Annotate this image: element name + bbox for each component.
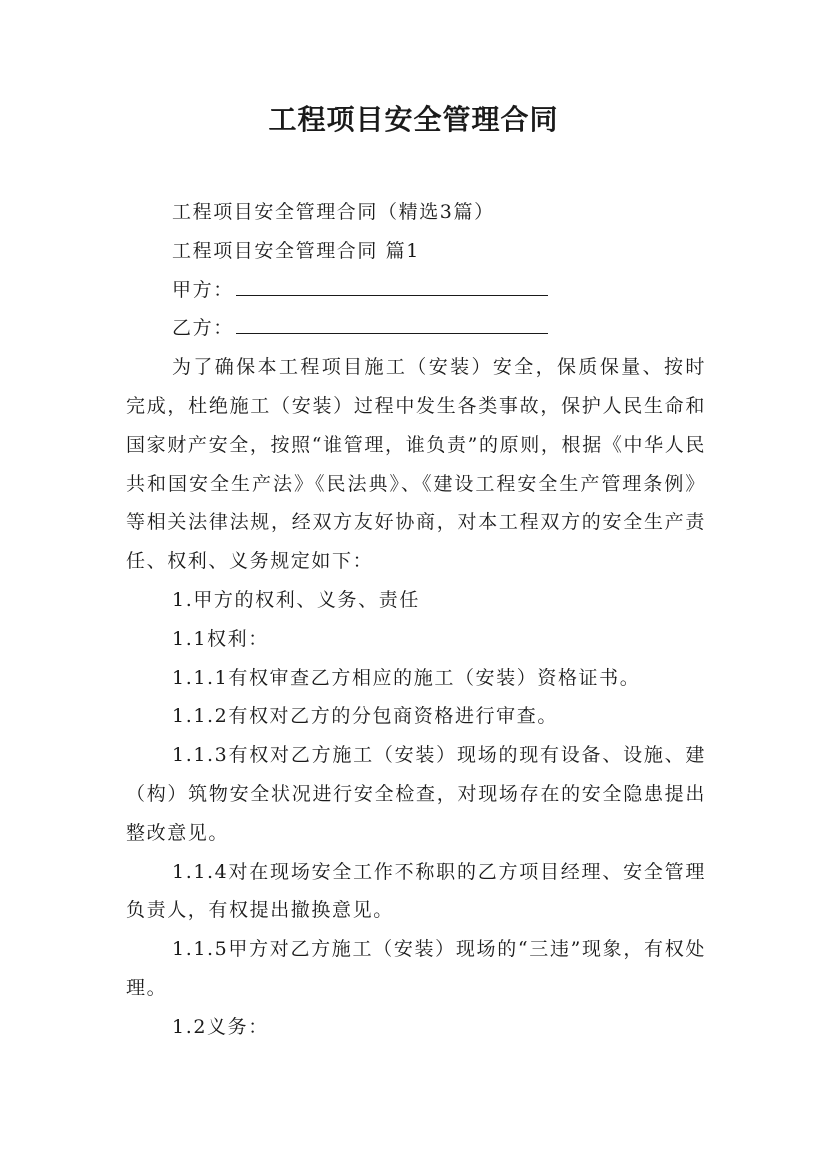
paragraph-1: 1.甲方的权利、义务、责任: [172, 588, 420, 611]
party-a-label: 甲方：: [172, 278, 234, 301]
paragraph-1-1: 1.1权利：: [172, 627, 269, 650]
party-b-line: [126, 309, 706, 348]
paragraph-intro: 为了确保本工程项目施工（安装）安全，保质保量、按时完成，杜绝施工（安装）过程中发生各类事故，保护人民生命和国家财产安全，按照“谁管理，谁负责”的原则，根据《中华人民共和国安全生产法》《民法典》、《建设工程安全生产管理条例》等相关法律法规，经双方友好协商，对本工程双方的安全生产责任、权利、义务规定如下：: [126, 356, 706, 573]
paragraph-1-1-4: 1.1.4对在现场安全工作不称职的乙方项目经理、安全管理负责人，有权提出撤换意见。: [126, 860, 706, 922]
party-a-blank: [236, 276, 548, 296]
document-title: 工程项目安全管理合同: [268, 103, 559, 136]
document-body: [126, 193, 706, 1047]
paragraph-1-2: 1.2义务：: [172, 1015, 269, 1038]
paragraph-1-1-2: 1.1.2有权对乙方的分包商资格进行审查。: [172, 705, 558, 728]
party-b-blank: [236, 314, 548, 334]
section-heading: 工程项目安全管理合同 篇1: [172, 239, 420, 262]
party-b-label: 乙方：: [172, 317, 234, 340]
document-subtitle: 工程项目安全管理合同（精选3篇）: [172, 201, 495, 223]
paragraph-1-1-3: 1.1.3有权对乙方施工（安装）现场的现有设备、设施、建（构）筑物安全状况进行安全检查，对现场存在的安全隐患提出整改意见。: [126, 744, 706, 844]
party-a-line: [126, 271, 706, 310]
paragraph-1-1-5: 1.1.5甲方对乙方施工（安装）现场的“三违”现象，有权处理。: [126, 938, 706, 999]
paragraph-1-1-1: 1.1.1有权审查乙方相应的施工（安装）资格证书。: [172, 666, 641, 689]
